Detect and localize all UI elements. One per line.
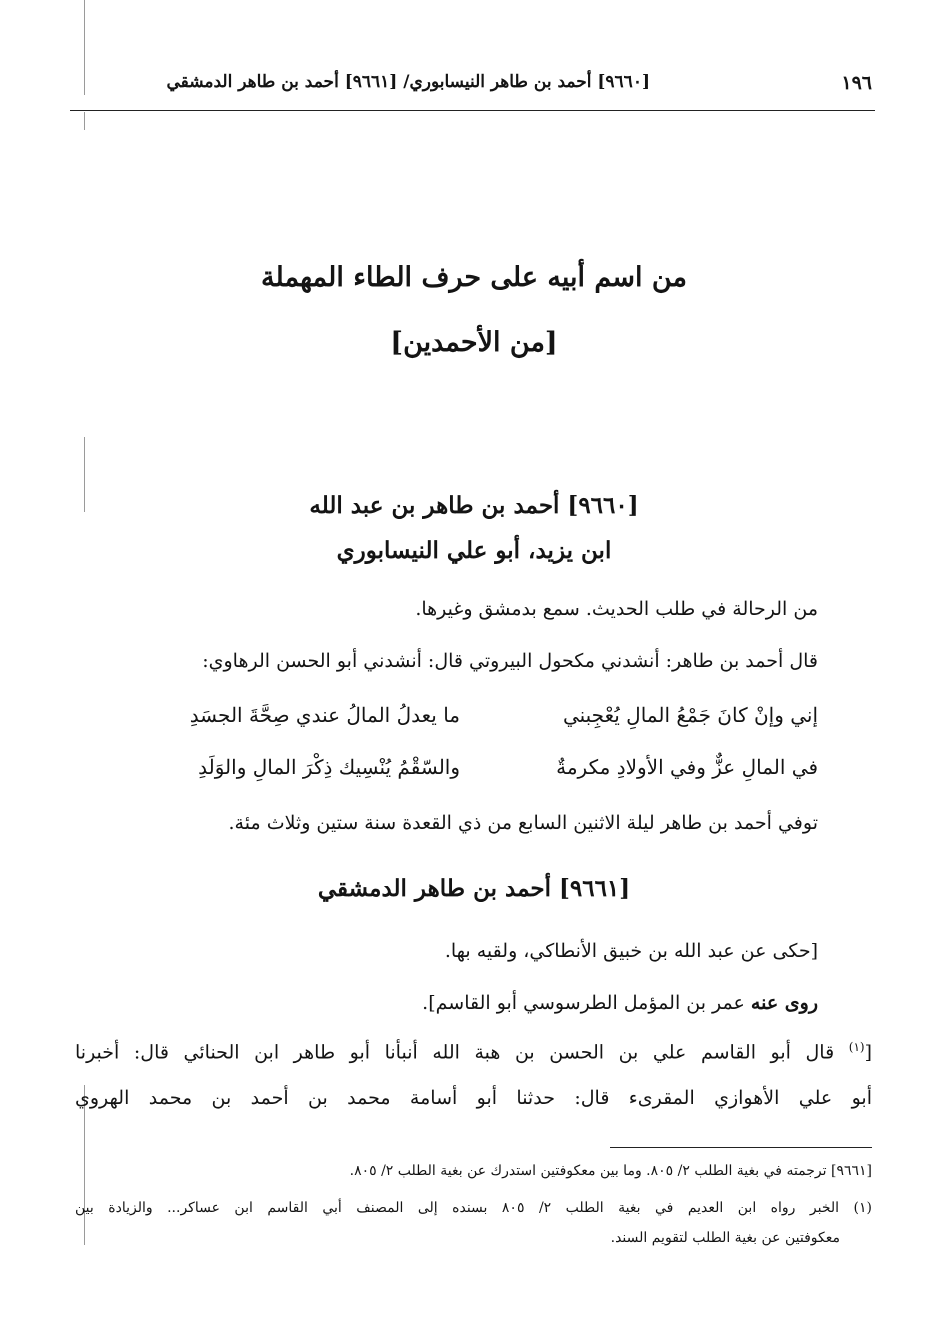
footnote: (١) الخبر رواه ابن العديم في بغية الطلب ٢/ ٨٠٥ بسنده إلى المصنف أبي القاسم ابن عساكر... والزيادة بين [75, 1200, 872, 1216]
scan-artifact-line [84, 1085, 85, 1245]
verse-hemistich: ما يعدلُ المالُ عندي صِحَّةَ الجسَدِ [189, 703, 460, 727]
verse-hemistich: في المالِ عزٌّ وفي الأولادِ مكرمةٌ [556, 755, 818, 779]
paragraph-text: عمر بن المؤمل الطرسوسي أبو القاسم]. [422, 992, 751, 1014]
footnote: [٩٦٦١] ترجمته في بغية الطلب ٢/ ٨٠٥. وما بين معكوفتين استدرك عن بغية الطلب ٢/ ٨٠٥. [349, 1163, 872, 1179]
running-title: [٩٦٦٠] أحمد بن طاهر النيسابوري/ [٩٦٦١] أحمد بن طاهر الدمشقي [166, 72, 650, 92]
bracket-open: [ [864, 1041, 872, 1064]
paragraph-text: قال أبو القاسم علي بن الحسن بن هبة الله أنبأنا أبو طاهر ابن الحنائي قال: أخبرنا [75, 1041, 849, 1064]
verse-hemistich: والسّقْمُ يُنْسِيك ذِكْرَ المالِ والوَلَدِ [198, 755, 460, 779]
verse-hemistich: إني وإنْ كانَ جَمْعُ المالِ يُعْجِبني [562, 703, 818, 727]
entry-9661-paragraph: [حكى عن عبد الله بن خبيق الأنطاكي، ولقيه بها. [444, 940, 818, 962]
entry-9660-paragraph: توفي أحمد بن طاهر ليلة الاثنين السابع من ذي القعدة سنة ستين وثلاث مئة. [228, 812, 818, 834]
bold-phrase: روى عنه [750, 992, 818, 1014]
entry-9660-heading-cont: ابن يزيد، أبو علي النيسابوري [336, 537, 612, 564]
page-number: ١٩٦ [841, 72, 872, 94]
entry-9661-paragraph [422, 992, 818, 1014]
entry-9660-paragraph: قال أحمد بن طاهر: أنشدني مكحول البيروتي قال: أنشدني أبو الحسن الرهاوي: [202, 650, 818, 672]
entry-9661-heading: [٩٦٦١] أحمد بن طاهر الدمشقي [317, 875, 631, 902]
header-rule [70, 110, 875, 111]
section-title: من اسم أبيه على حرف الطاء المهملة [261, 262, 687, 293]
entry-9660-paragraph: من الرحالة في طلب الحديث. سمع بدمشق وغيرها. [415, 598, 818, 620]
entry-9660-heading: [٩٦٦٠] أحمد بن طاهر بن عبد الله [309, 492, 639, 519]
entry-9661-paragraph [75, 1040, 872, 1063]
scan-artifact-line [84, 437, 85, 512]
footnote-rule [610, 1147, 872, 1148]
scan-artifact-line [84, 112, 85, 130]
entry-9661-paragraph: أبو علي الأهوازي المقرىء قال: حدثنا أبو أسامة محمد بن أحمد بن محمد الهروي [75, 1087, 872, 1109]
section-subtitle: [من الأحمدين] [390, 327, 558, 358]
footnote: معكوفتين عن بغية الطلب لتقويم السند. [610, 1230, 840, 1246]
footnote-marker: (١) [848, 1040, 865, 1054]
